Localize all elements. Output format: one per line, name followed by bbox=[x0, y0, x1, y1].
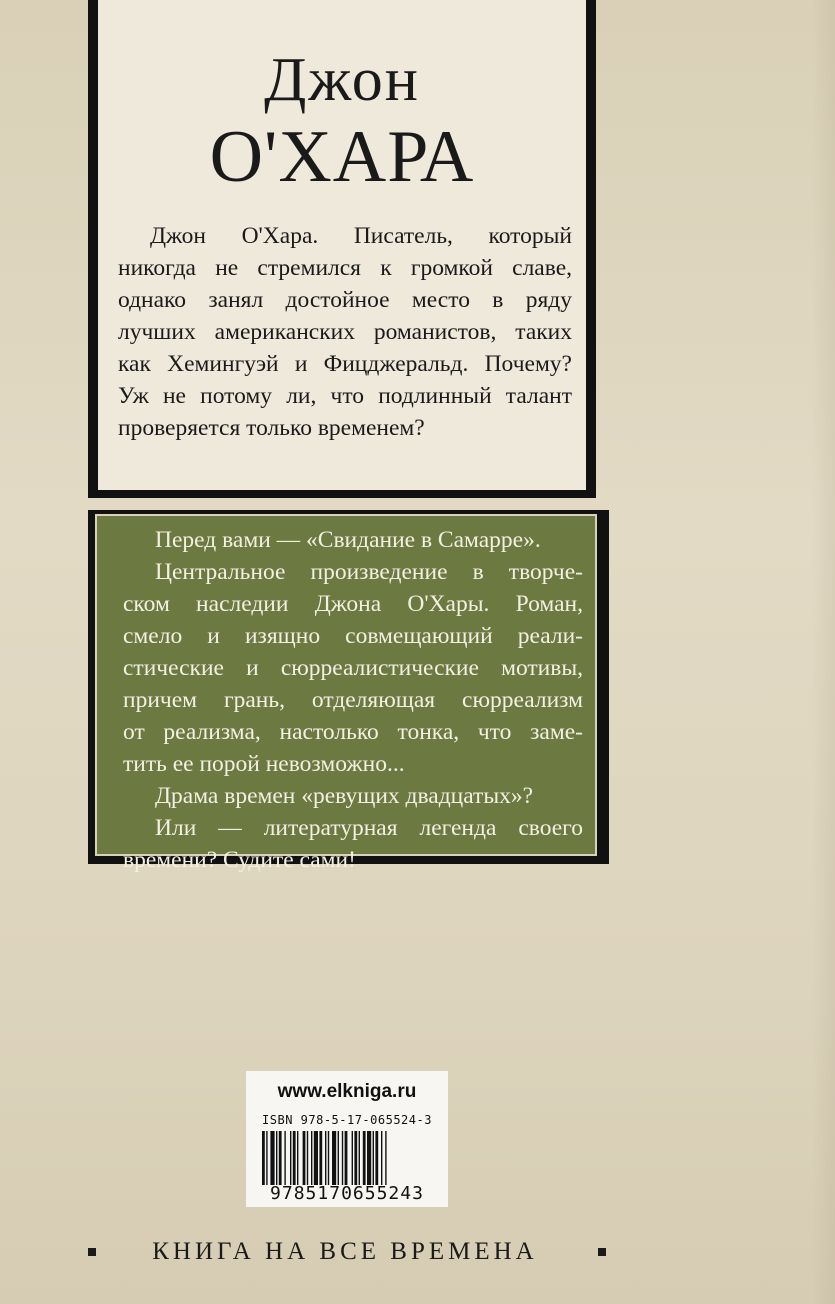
blurb-line: стические и сюрреалистические мотивы, bbox=[123, 655, 583, 681]
barcode-bar bbox=[345, 1131, 348, 1185]
barcode-bar bbox=[367, 1131, 371, 1185]
barcode-bar bbox=[270, 1131, 274, 1185]
blurb-line: времени? Судите сами! bbox=[123, 847, 356, 873]
barcode-bar bbox=[293, 1131, 296, 1185]
bio-line: как Хемингуэй и Фицджеральд. Почему? bbox=[118, 351, 572, 377]
blurb-line: ском наследии Джона О'Хары. Роман, bbox=[123, 591, 583, 617]
barcode-bar bbox=[325, 1131, 326, 1185]
isbn-number: ISBN 978-5-17-065524-3 bbox=[262, 1113, 432, 1127]
barcode-bar bbox=[303, 1131, 306, 1185]
blurb-line: смело и изящно совмещающий реали- bbox=[123, 623, 583, 649]
barcode-bar bbox=[375, 1131, 378, 1185]
barcode-label bbox=[246, 1071, 448, 1207]
bio-line: Уж не потому ли, что подлинный талант bbox=[118, 383, 572, 409]
blurb-line: причем грань, отделяющая сюрреализм bbox=[123, 687, 583, 713]
barcode-bar bbox=[319, 1131, 322, 1185]
ean-digits: 9785170655243 bbox=[270, 1183, 424, 1204]
barcode-bar bbox=[276, 1131, 277, 1185]
barcode-bar bbox=[284, 1131, 285, 1185]
cover-edge-shading bbox=[811, 0, 835, 1304]
blurb-panel-inner bbox=[95, 514, 597, 873]
book-blurb bbox=[123, 524, 583, 876]
barcode-bar bbox=[385, 1131, 386, 1185]
author-panel-inner bbox=[98, 0, 586, 490]
series-bullet-right-icon bbox=[598, 1248, 606, 1256]
series-title: КНИГА НА ВСЕ ВРЕМЕНА bbox=[152, 1238, 538, 1265]
blurb-line: Драма времен «ревущих двадцатых»? bbox=[155, 783, 534, 809]
barcode-bar bbox=[290, 1131, 291, 1185]
barcode-bar bbox=[352, 1131, 353, 1185]
barcode-bar bbox=[279, 1131, 282, 1185]
bio-line: Джон О'Хара. Писатель, который bbox=[150, 223, 572, 249]
blurb-line: Или — литературная легенда своего bbox=[155, 815, 583, 841]
author-last-name: О'ХАРА bbox=[209, 116, 475, 198]
barcode-bar bbox=[266, 1131, 267, 1185]
bio-line: лучших американских романистов, таких bbox=[118, 319, 572, 345]
barcode-icon bbox=[260, 1131, 434, 1185]
barcode-bar bbox=[328, 1131, 329, 1185]
barcode-bar bbox=[342, 1131, 343, 1185]
publisher-url: www.elkniga.ru bbox=[277, 1081, 417, 1102]
barcode-bar bbox=[314, 1131, 318, 1185]
blurb-line: Центральное произведение в творче- bbox=[155, 559, 583, 585]
author-panel bbox=[88, 0, 596, 498]
barcode-bar bbox=[262, 1131, 265, 1185]
author-first-name: Джон bbox=[264, 46, 420, 114]
barcode-bar bbox=[373, 1131, 374, 1185]
blurb-line: Перед вами — «Свидание в Самарре». bbox=[155, 527, 541, 553]
barcode-bar bbox=[311, 1131, 312, 1185]
barcode-bar bbox=[363, 1131, 366, 1185]
barcode-bar bbox=[332, 1131, 336, 1185]
barcode-bar bbox=[338, 1131, 339, 1185]
bio-line: никогда не стремился к громкой славе, bbox=[118, 255, 572, 281]
blurb-line: тить ее порой невозможно... bbox=[123, 751, 405, 777]
bio-line: проверяется только временем? bbox=[118, 415, 425, 441]
author-bio bbox=[118, 220, 572, 444]
barcode-bar bbox=[381, 1131, 382, 1185]
blurb-line: от реализма, настолько тонка, что заме- bbox=[123, 719, 583, 745]
barcode-bar bbox=[354, 1131, 357, 1185]
barcode-bar bbox=[307, 1131, 308, 1185]
barcode-bar bbox=[359, 1131, 360, 1185]
blurb-panel bbox=[88, 510, 609, 873]
barcode-bar bbox=[297, 1131, 298, 1185]
bio-line: однако занял достойное место в ряду bbox=[118, 287, 572, 313]
